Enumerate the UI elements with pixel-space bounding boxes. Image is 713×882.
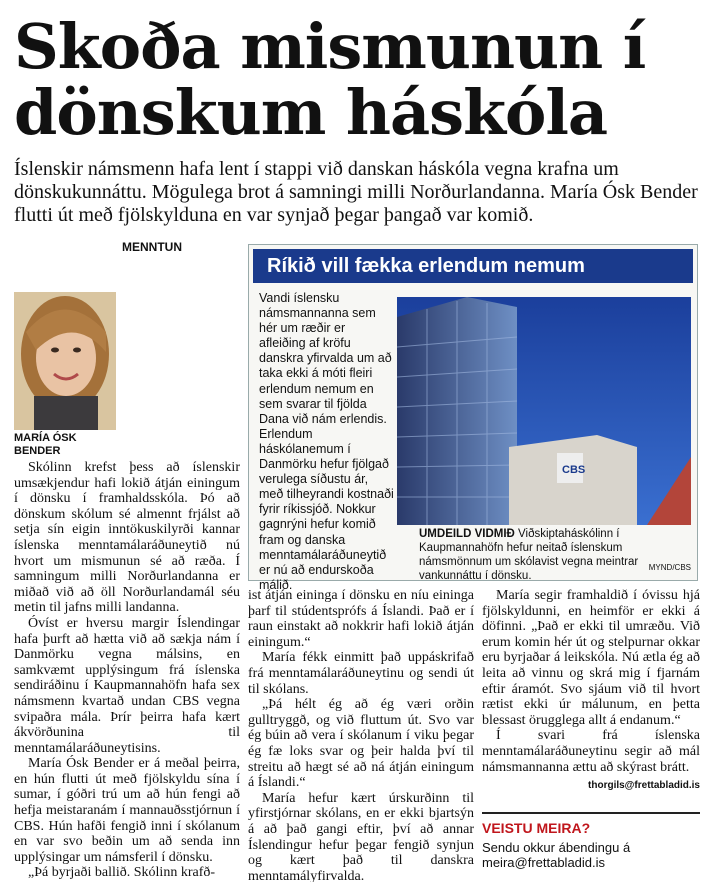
sidebar-title: Ríkið vill fækka erlendum nemum	[253, 249, 693, 283]
veistu-meira-title: VEISTU MEIRA?	[482, 820, 591, 836]
cbs-building-photo	[397, 297, 691, 525]
headline	[14, 10, 704, 149]
col1-para-3: Óvíst er hversu margir Íslendingar hafa þurft að hætta við að sækja nám í Danmörku vegna málsins, en samkvæmt upplýsingum frá íslenska sendiráðinu í Kaupmannahöfn hafa sex námsmenn kvartað undan CBS vegna svipaðra mála. Þrír þeirra hafa kært ákvörðunina til menntamálaráðuneytisins.	[14, 615, 240, 756]
col3-para-1: María segir framhaldið í óvissu hjá fjölskyldunni, en heimför er ekki á döfinni. „Það er ekki til umræðu. Við erum komin hér út og stelpurnar okkar eru byrjaðar á leikskóla. Nú ætla ég að leita að vinnu og skrá mig í fjarnám eftir áramót. Svo sjáum við til hvort rætist ekki úr málunum, en þetta blessast örugglega allt á endanum.“	[482, 588, 700, 728]
photo-credit: MYND/CBS	[648, 563, 691, 572]
col1-para-2: Skólinn krefst þess að íslenskir umsækjendur hafi lokið átján einingum í dönsku í framhaldsskóla. Þó að dönskum skólum sé almennt frjálst að setja sín eigin inntökuskilyrði kannar íslenska menntamálaráðuneytið nú hvort um mismunun sé að ræða. Í samningum milli Norðurlandanna er miðað við að öll Norðurlandamál séu metin til jafns milli landanna.	[14, 460, 240, 616]
sidebar-box	[248, 244, 698, 592]
sidebar-photo-caption	[419, 527, 695, 583]
kicker: MENNTUN	[122, 240, 182, 254]
col2-para-3: „Þá hélt ég að ég væri orðin gulltryggð, og við fluttum út. Svo var ég búin að vera í skólanum í viku þegar ég fæ loks svar og þeir halda því til streitu að hægt sé að ná átján einingum á Íslandi.“	[248, 697, 474, 791]
col2-para-2: María fékk einmitt það uppáskrifað frá menntamálaráðuneytinu og sendi út til skólans.	[248, 650, 474, 697]
byline[interactable]: thorgils@frettabladid.is	[588, 780, 700, 792]
portrait-caption-line-2: BENDER	[14, 445, 61, 457]
lede: Íslenskir námsmenn hafa lent í stappi við danskan háskóla vegna krafna um dönskukunnáttu. Mögulega brot á samningi milli Norðurlandanna. María Ósk Bender flutti út með fjölskylduna en var synjað þegar þangað var komið.	[14, 158, 698, 226]
headline-line-2: dönskum háskóla	[14, 76, 608, 149]
caption-text: Viðskiptaháskólinn í Kaupmannahöfn hefur neitað íslenskum námsmönnum um skólavist vegna meintrar vankunnáttu í dönsku.	[419, 528, 639, 582]
col3-para-2: Í svari frá íslenska menntamálaráðuneytinu segir að mál námsmannanna ættu að skýrast brátt.	[482, 728, 700, 775]
cbs-sign: CBS	[562, 464, 586, 476]
headline-line-1: Skoða mismunun í	[14, 10, 646, 83]
portrait-photo	[14, 292, 116, 430]
portrait-caption	[14, 432, 124, 458]
portrait-caption-line-1: MARÍA ÓSK	[14, 432, 77, 444]
col2-para-4: María hefur kært úrskurðinn til yfirstjórnar skólans, en er ekki bjartsýn á að það gangi eftir, því að annar Íslendingur hefur þegar fengið synjun og kært það til danskra menntamályfirvalda.	[248, 790, 474, 882]
caption-label: UMDEILD VIDMIÐ	[419, 528, 515, 540]
col2-para-1: ist átján eininga í dönsku en níu eininga þarf til stúdentsprófs á Íslandi. Það er í raun einstakt að nokkrir hafi lokið átján einingum.“	[248, 588, 474, 650]
column-2	[248, 588, 474, 882]
column-1-continued	[14, 460, 240, 881]
col1-para-5: „Þá byrjaði ballið. Skólinn krafð-	[28, 865, 216, 881]
veistu-meira-text: Sendu okkur ábendingu á meira@frettabladid.is	[482, 840, 631, 870]
sidebar-text: Vandi íslensku námsmannanna sem hér um ræðir er afleiðing af kröfu danskra yfirvalda um að taka ekki á móti fleiri erlendum nemum en sem svarar til fjölda Dana við nám erlendis. Erlendum háskólanemum í Danmörku hefur fjölgað verulega síðustu ár, með tilheyrandi kostnaði fyrir ríkissjóð. Nokkur gagnrýni hefur komið fram og danska menntamálaráðuneytið er nú að endurskoða málið.	[259, 291, 394, 592]
col1-para-4: María Ósk Bender er á meðal þeirra, en hún flutti út með fjölskyldu sína í sumar, í góðri trú um að hún fengi að hefja meistaranám í mannauðsstjórnun í CBS. Hún hafði fengið inni í skólanum en var svo beðin um að senda inn upplýsingar um námsferil í dönsku.	[14, 756, 240, 865]
divider	[482, 812, 700, 814]
column-3	[482, 588, 700, 794]
